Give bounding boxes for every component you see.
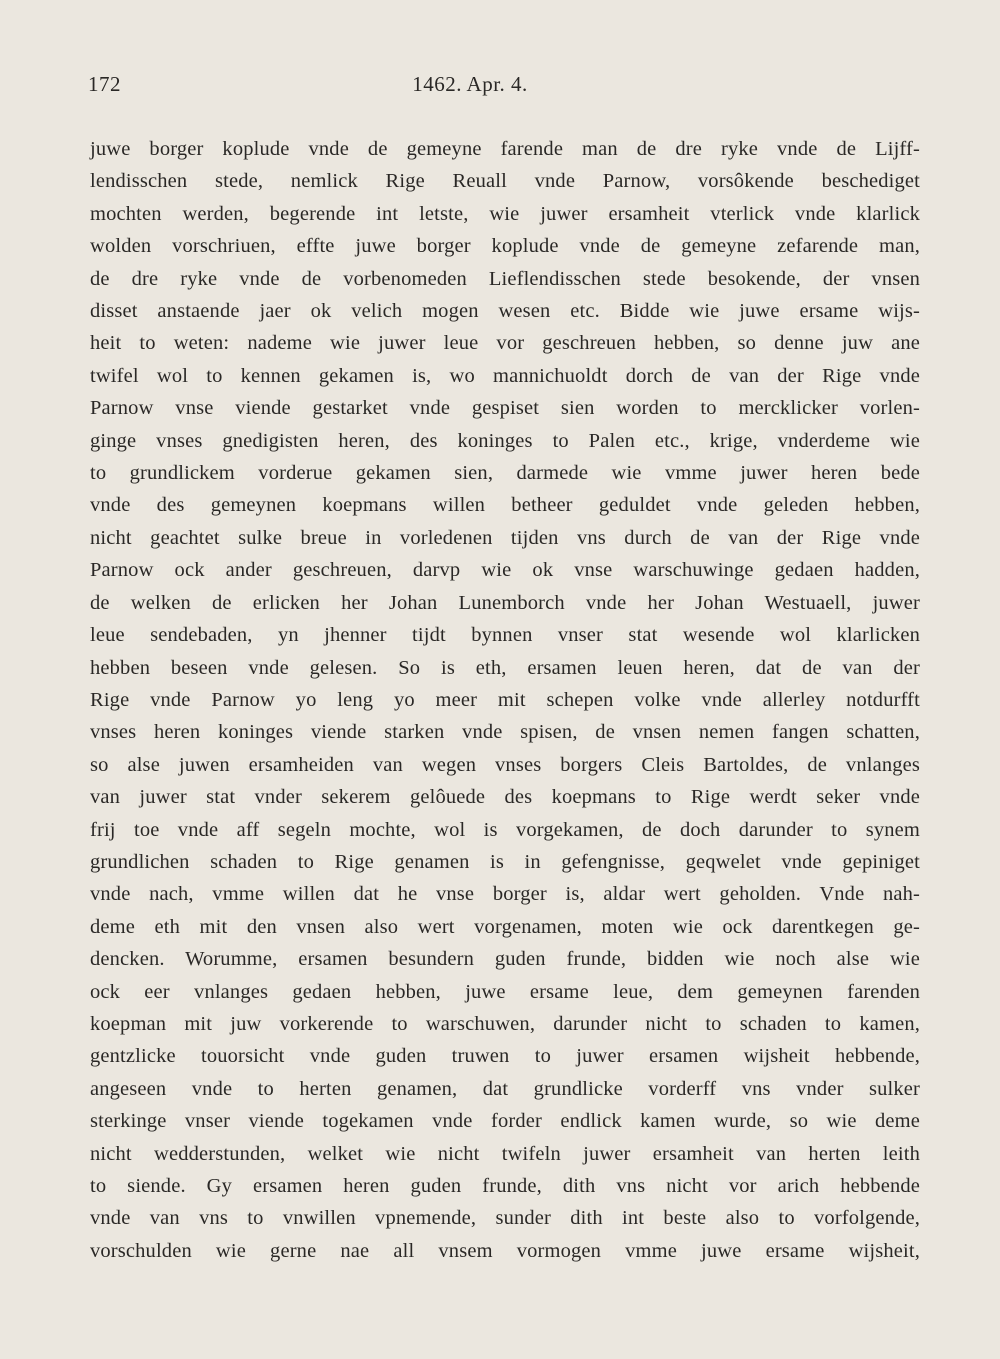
text-line: nicht geachtet sulke breue in vorledenen tijden vns durch de van der Rige vnde	[90, 526, 920, 549]
text-line: hebben beseen vnde gelesen. So is eth, ersamen leuen heren, dat de van der	[90, 656, 920, 679]
text-line: vnde nach, vmme willen dat he vnse borger is, aldar wert geholden. Vnde nah-	[90, 883, 920, 906]
text-line: van juwer stat vnder sekerem gelôuede des koepmans to Rige werdt seker vnde	[90, 786, 920, 809]
text-line: leue sendebaden, yn jhenner tijdt bynnen vnser stat wesende wol klarlicken	[90, 624, 920, 647]
text-line: nicht wedderstunden, welket wie nicht twifeln juwer ersamheit van herten leith	[90, 1142, 920, 1165]
text-line: gentzlicke touorsicht vnde guden truwen to juwer ersamen wijsheit hebbende,	[90, 1045, 920, 1068]
text-line: disset anstaende jaer ok velich mogen wesen etc. Bidde wie juwe ersame wijs-	[90, 300, 920, 323]
text-line: to siende. Gy ersamen heren guden frunde, dith vns nicht vor arich hebbende	[90, 1175, 920, 1197]
text-line: wolden vorschriuen, effte juwe borger koplude vnde de gemeyne zefarende man,	[90, 235, 920, 258]
text-line: frij toe vnde aff segeln mochte, wol is vorgekamen, de doch darunder to synem	[90, 818, 920, 841]
page-number: 172	[88, 72, 121, 96]
body-text	[90, 133, 920, 1267]
text-line: twifel wol to kennen gekamen is, wo mannichuoldt dorch de van der Rige vnde	[90, 364, 920, 387]
text-line: juwe borger koplude vnde de gemeyne farende man de dre ryke vnde de Lijff-	[90, 138, 920, 160]
text-line: koepman mit juw vorkerende to warschuwen, darunder nicht to schaden to kamen,	[90, 1012, 920, 1035]
text-line: so alse juwen ersamheiden van wegen vnses borgers Cleis Bartoldes, de vnlanges	[90, 753, 920, 776]
text-line: angeseen vnde to herten genamen, dat grundlicke vorderff vns vnder sulker	[90, 1077, 920, 1100]
text-line: Rige vnde Parnow yo leng yo meer mit schepen volke vnde allerley notdurfft	[90, 688, 920, 711]
text-line: sterkinge vnser viende togekamen vnde forder endlick kamen wurde, so wie deme	[90, 1110, 920, 1133]
text-line: dencken. Worumme, ersamen besundern guden frunde, bidden wie noch alse wie	[90, 948, 920, 971]
text-line: lendisschen stede, nemlick Rige Reuall vnde Parnow, vorsôkende beschediget	[90, 170, 920, 193]
running-title: 1462. Apr. 4.	[412, 72, 528, 96]
text-line: deme eth mit den vnsen also wert vorgenamen, moten wie ock darentkegen ge-	[90, 915, 920, 938]
text-line: to grundlickem vorderue gekamen sien, darmede wie vmme juwer heren bede	[90, 462, 920, 485]
text-line: vnde van vns to vnwillen vpnemende, sunder dith int beste also to vorfolgende,	[90, 1207, 920, 1230]
text-line: vorschulden wie gerne nae all vnsem vormogen vmme juwe ersame wijsheit,	[90, 1239, 920, 1262]
text-line: heit to weten: nademe wie juwer leue vor geschreuen hebben, so denne juw ane	[90, 332, 920, 355]
text-line: vnses heren koninges viende starken vnde spisen, de vnsen nemen fangen schatten,	[90, 721, 920, 744]
text-line: Parnow ock ander geschreuen, darvp wie ok vnse warschuwinge gedaen hadden,	[90, 559, 920, 582]
text-line: grundlichen schaden to Rige genamen is in gefengnisse, geqwelet vnde gepiniget	[90, 850, 920, 873]
text-line: de welken de erlicken her Johan Lunemborch vnde her Johan Westuaell, juwer	[90, 591, 920, 614]
text-line: ginge vnses gnedigisten heren, des koninges to Palen etc., krige, vnderdeme wie	[90, 429, 920, 452]
text-line: ock eer vnlanges gedaen hebben, juwe ersame leue, dem gemeynen farenden	[90, 980, 920, 1003]
text-line: de dre ryke vnde de vorbenomeden Lieflendisschen stede besokende, der vnsen	[90, 267, 920, 290]
text-line: Parnow vnse viende gestarket vnde gespiset sien worden to mercklicker vorlen-	[90, 397, 920, 420]
text-line: mochten werden, begerende int letste, wie juwer ersamheit vterlick vnde klarlick	[90, 202, 920, 225]
running-head	[88, 72, 922, 106]
text-line: vnde des gemeynen koepmans willen betheer geduldet vnde geleden hebben,	[90, 494, 920, 517]
